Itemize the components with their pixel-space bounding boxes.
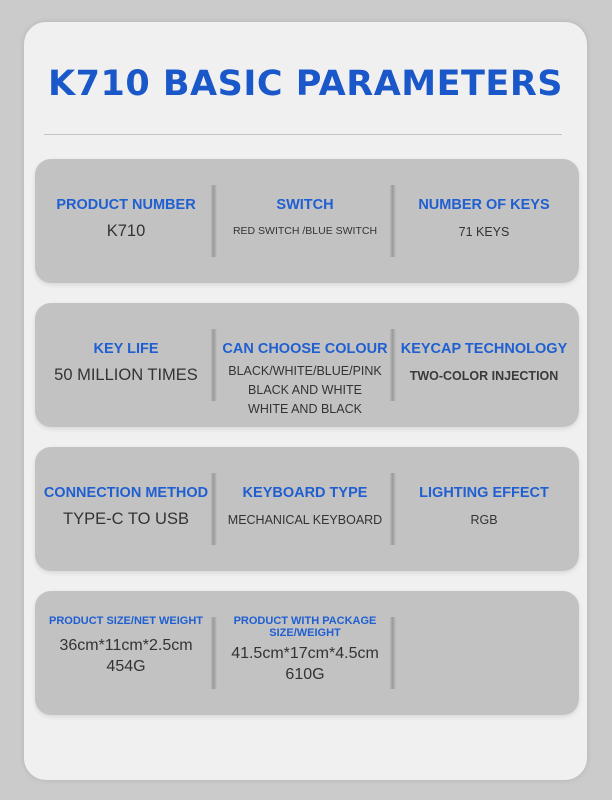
parameter-panel-2 (35, 303, 579, 427)
param-number-of-keys (395, 159, 573, 283)
param-key-life (37, 303, 215, 427)
param-value: TYPE-C TO USB (63, 510, 189, 528)
colour-option-line: WHITE AND BLACK (248, 402, 362, 416)
param-label: CONNECTION METHOD (43, 485, 209, 501)
param-label: PRODUCT NUMBER (56, 197, 196, 213)
parameter-panel-1 (35, 159, 579, 283)
param-label: PRODUCT SIZE/NET WEIGHT (49, 615, 203, 627)
param-label: SWITCH (276, 197, 334, 213)
param-value (216, 362, 394, 419)
param-label: LIGHTING EFFECT (419, 485, 549, 501)
param-label: CAN CHOOSE COLOUR (222, 341, 388, 357)
size-line: 41.5cm*17cm*4.5cm (231, 645, 379, 662)
parameter-panel-3 (35, 447, 579, 571)
param-product-number (37, 159, 215, 283)
param-value: 71 KEYS (458, 225, 510, 239)
size-line: 36cm*11cm*2.5cm (59, 637, 193, 654)
param-value (37, 635, 215, 677)
label-line: SIZE/WEIGHT (269, 627, 341, 639)
param-keycap-technology (395, 303, 573, 427)
label-line: PRODUCT WITH PACKAGE (233, 615, 377, 627)
parameter-panel-4 (35, 591, 579, 715)
colour-option-line: BLACK/WHITE/BLUE/PINK (228, 364, 382, 378)
weight-line: 610G (285, 666, 325, 683)
parameters-card (24, 22, 587, 780)
title-divider (44, 134, 562, 135)
param-value: K710 (106, 222, 146, 240)
param-keyboard-type (216, 447, 394, 571)
colour-option-line: BLACK AND WHITE (248, 383, 362, 397)
param-value: MECHANICAL KEYBOARD (227, 513, 383, 527)
param-value: RED SWITCH /BLUE SWITCH (232, 225, 378, 237)
page-title: K710 BASIC PARAMETERS (48, 64, 563, 104)
param-label: KEY LIFE (93, 341, 159, 357)
param-value: RGB (470, 513, 498, 527)
param-value: TWO-COLOR INJECTION (409, 369, 559, 383)
param-product-size (37, 591, 215, 715)
param-label: KEYCAP TECHNOLOGY (400, 341, 568, 357)
param-label: KEYBOARD TYPE (242, 485, 368, 501)
param-switch (216, 159, 394, 283)
param-colour-options (216, 303, 394, 427)
param-value (216, 643, 394, 685)
param-label: NUMBER OF KEYS (418, 197, 550, 213)
param-package-size (216, 591, 394, 715)
column-divider (390, 617, 396, 689)
param-value: 50 MILLION TIMES (54, 366, 198, 384)
weight-line: 454G (106, 658, 146, 675)
param-label (216, 615, 394, 639)
param-lighting-effect (395, 447, 573, 571)
param-connection-method (37, 447, 215, 571)
